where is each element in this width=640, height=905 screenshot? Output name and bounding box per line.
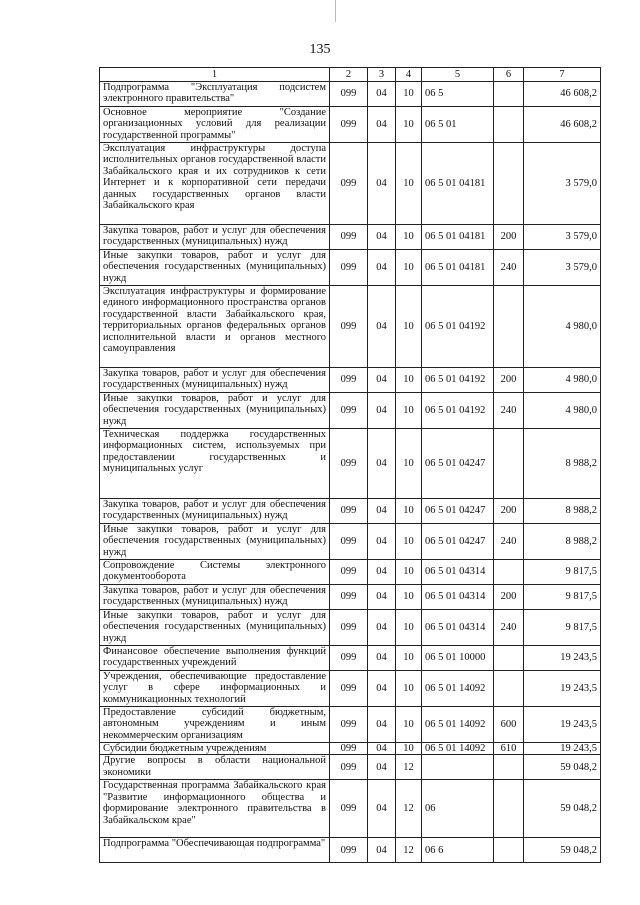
- row-expense-type: 200: [494, 499, 524, 524]
- row-target-code: 06 5 01 04192: [422, 286, 494, 368]
- row-grbs: 099: [330, 646, 368, 671]
- row-amount: 3 579,0: [524, 143, 601, 225]
- table-row: [100, 107, 601, 143]
- row-grbs: 099: [330, 671, 368, 707]
- row-grbs: 099: [330, 143, 368, 225]
- row-grbs: 099: [330, 838, 368, 863]
- row-name: Эксплуатация инфраструктуры доступа исполнительных органов государственной власти Забайкальского края и их сотрудников к сети Интернет и к корпоративной сети передачи данных государственных органов власти Забайкальского края: [100, 143, 330, 225]
- row-expense-type: [494, 755, 524, 780]
- row-amount: 46 608,2: [524, 107, 601, 143]
- row-section: 04: [368, 107, 396, 143]
- table-row: [100, 499, 601, 524]
- row-name: Государственная программа Забайкальского края "Развитие информационного общества и формирование электронного правительства в Забайкальском крае": [100, 780, 330, 838]
- row-name: Субсидии бюджетным учреждениям: [100, 743, 330, 755]
- row-name: Подпрограмма "Эксплуатация подсистем электронного правительства": [100, 82, 330, 107]
- table-row: [100, 368, 601, 393]
- row-grbs: 099: [330, 429, 368, 499]
- row-expense-type: 200: [494, 225, 524, 250]
- budget-table: [99, 67, 601, 863]
- row-expense-type: [494, 107, 524, 143]
- row-grbs: 099: [330, 250, 368, 286]
- row-target-code: 06 6: [422, 838, 494, 863]
- row-subsection: 10: [396, 560, 422, 585]
- row-expense-type: [494, 286, 524, 368]
- table-row: [100, 82, 601, 107]
- row-expense-type: 240: [494, 524, 524, 560]
- table-row: [100, 610, 601, 646]
- table-row: [100, 838, 601, 863]
- header-col-6: 6: [494, 68, 524, 82]
- row-subsection: 10: [396, 646, 422, 671]
- row-amount: 3 579,0: [524, 250, 601, 286]
- row-expense-type: [494, 671, 524, 707]
- row-target-code: 06 5: [422, 82, 494, 107]
- row-section: 04: [368, 743, 396, 755]
- row-expense-type: 610: [494, 743, 524, 755]
- row-section: 04: [368, 82, 396, 107]
- row-name: Учреждения, обеспечивающие предоставление услуг в сфере информационных и коммуникационных технологий: [100, 671, 330, 707]
- row-amount: 4 980,0: [524, 286, 601, 368]
- header-col-5: 5: [422, 68, 494, 82]
- table-row: [100, 585, 601, 610]
- table-row: [100, 646, 601, 671]
- row-amount: 19 243,5: [524, 707, 601, 743]
- header-col-1: 1: [100, 68, 330, 82]
- row-amount: 4 980,0: [524, 368, 601, 393]
- row-subsection: 10: [396, 107, 422, 143]
- row-name: Финансовое обеспечение выполнения функций государственных учреждений: [100, 646, 330, 671]
- row-subsection: 10: [396, 524, 422, 560]
- row-expense-type: [494, 82, 524, 107]
- header-col-2: 2: [330, 68, 368, 82]
- row-section: 04: [368, 707, 396, 743]
- row-section: 04: [368, 671, 396, 707]
- row-target-code: 06 5 01 04181: [422, 250, 494, 286]
- row-section: 04: [368, 250, 396, 286]
- row-amount: 19 243,5: [524, 743, 601, 755]
- row-name: Основное мероприятие "Создание организационных условий для реализации государственной программы": [100, 107, 330, 143]
- row-expense-type: [494, 429, 524, 499]
- table-row: [100, 286, 601, 368]
- row-target-code: 06 5 01 04181: [422, 225, 494, 250]
- row-subsection: 12: [396, 780, 422, 838]
- table-row: [100, 143, 601, 225]
- row-subsection: 12: [396, 838, 422, 863]
- row-section: 04: [368, 429, 396, 499]
- row-grbs: 099: [330, 560, 368, 585]
- table-row: [100, 225, 601, 250]
- row-subsection: 12: [396, 755, 422, 780]
- row-subsection: 10: [396, 743, 422, 755]
- row-name: Закупка товаров, работ и услуг для обеспечения государственных (муниципальных) нужд: [100, 368, 330, 393]
- row-subsection: 10: [396, 393, 422, 429]
- row-target-code: 06 5 01 14092: [422, 671, 494, 707]
- row-subsection: 10: [396, 225, 422, 250]
- row-subsection: 10: [396, 610, 422, 646]
- row-expense-type: [494, 646, 524, 671]
- row-section: 04: [368, 225, 396, 250]
- table-row: [100, 743, 601, 755]
- row-grbs: 099: [330, 524, 368, 560]
- row-amount: 3 579,0: [524, 225, 601, 250]
- row-target-code: 06 5 01 04247: [422, 524, 494, 560]
- row-target-code: 06 5 01 14092: [422, 707, 494, 743]
- row-name: Иные закупки товаров, работ и услуг для обеспечения государственных (муниципальных) нужд: [100, 393, 330, 429]
- row-subsection: 10: [396, 286, 422, 368]
- row-grbs: 099: [330, 780, 368, 838]
- row-amount: 46 608,2: [524, 82, 601, 107]
- row-expense-type: [494, 780, 524, 838]
- table-row: [100, 250, 601, 286]
- table-row: [100, 707, 601, 743]
- row-grbs: 099: [330, 585, 368, 610]
- table-body: [100, 82, 601, 863]
- row-expense-type: 200: [494, 585, 524, 610]
- row-expense-type: [494, 838, 524, 863]
- row-subsection: 10: [396, 82, 422, 107]
- row-amount: 8 988,2: [524, 499, 601, 524]
- row-grbs: 099: [330, 707, 368, 743]
- row-name: Предоставление субсидий бюджетным, автономным учреждениям и иным некоммерческим организациям: [100, 707, 330, 743]
- row-expense-type: [494, 560, 524, 585]
- header-col-4: 4: [396, 68, 422, 82]
- row-section: 04: [368, 585, 396, 610]
- row-amount: 19 243,5: [524, 646, 601, 671]
- row-amount: 8 988,2: [524, 429, 601, 499]
- row-grbs: 099: [330, 107, 368, 143]
- row-amount: 59 048,2: [524, 838, 601, 863]
- row-target-code: 06 5 01 04314: [422, 560, 494, 585]
- row-section: 04: [368, 560, 396, 585]
- row-name: Иные закупки товаров, работ и услуг для обеспечения государственных (муниципальных) нужд: [100, 610, 330, 646]
- header-col-7: 7: [524, 68, 601, 82]
- table-row: [100, 560, 601, 585]
- row-subsection: 10: [396, 429, 422, 499]
- table-row: [100, 393, 601, 429]
- table-row: [100, 429, 601, 499]
- row-name: Закупка товаров, работ и услуг для обеспечения государственных (муниципальных) нужд: [100, 585, 330, 610]
- row-expense-type: [494, 143, 524, 225]
- row-name: Сопровождение Системы электронного документооборота: [100, 560, 330, 585]
- row-amount: 4 980,0: [524, 393, 601, 429]
- row-subsection: 10: [396, 585, 422, 610]
- header-col-3: 3: [368, 68, 396, 82]
- row-section: 04: [368, 286, 396, 368]
- row-section: 04: [368, 393, 396, 429]
- row-section: 04: [368, 780, 396, 838]
- row-amount: 9 817,5: [524, 585, 601, 610]
- row-expense-type: 600: [494, 707, 524, 743]
- row-target-code: 06 5 01 04192: [422, 393, 494, 429]
- row-amount: 9 817,5: [524, 560, 601, 585]
- row-target-code: 06 5 01 04181: [422, 143, 494, 225]
- row-grbs: 099: [330, 610, 368, 646]
- row-subsection: 10: [396, 499, 422, 524]
- row-section: 04: [368, 610, 396, 646]
- row-name: Другие вопросы в области национальной экономики: [100, 755, 330, 780]
- row-section: 04: [368, 143, 396, 225]
- row-subsection: 10: [396, 707, 422, 743]
- row-target-code: [422, 755, 494, 780]
- row-expense-type: 240: [494, 250, 524, 286]
- row-section: 04: [368, 368, 396, 393]
- row-grbs: 099: [330, 368, 368, 393]
- row-section: 04: [368, 646, 396, 671]
- row-grbs: 099: [330, 225, 368, 250]
- row-target-code: 06 5 01 14092: [422, 743, 494, 755]
- row-section: 04: [368, 838, 396, 863]
- row-subsection: 10: [396, 143, 422, 225]
- table-row: [100, 755, 601, 780]
- row-target-code: 06 5 01 04247: [422, 499, 494, 524]
- row-target-code: 06 5 01 04247: [422, 429, 494, 499]
- table-row: [100, 671, 601, 707]
- row-expense-type: 240: [494, 393, 524, 429]
- row-name: Эксплуатация инфраструктуры и формирование единого информационного пространства органов государственной власти Забайкальского края, территориальных органов федеральных органов исполнительной власти и органов местного самоуправления: [100, 286, 330, 368]
- row-target-code: 06 5 01 04314: [422, 610, 494, 646]
- row-name: Закупка товаров, работ и услуг для обеспечения государственных (муниципальных) нужд: [100, 499, 330, 524]
- row-expense-type: 240: [494, 610, 524, 646]
- page-number: 135: [309, 42, 331, 57]
- header-row: [100, 68, 601, 82]
- table-row: [100, 524, 601, 560]
- row-subsection: 10: [396, 671, 422, 707]
- row-name: Закупка товаров, работ и услуг для обеспечения государственных (муниципальных) нужд: [100, 225, 330, 250]
- scan-mark: [335, 0, 336, 22]
- row-amount: 8 988,2: [524, 524, 601, 560]
- row-grbs: 099: [330, 286, 368, 368]
- row-name: Техническая поддержка государственных информационных систем, используемых при предоставлении государственных и муниципальных услуг: [100, 429, 330, 499]
- row-target-code: 06 5 01: [422, 107, 494, 143]
- row-amount: 19 243,5: [524, 671, 601, 707]
- row-amount: 59 048,2: [524, 780, 601, 838]
- table-row: [100, 780, 601, 838]
- row-amount: 59 048,2: [524, 755, 601, 780]
- row-target-code: 06 5 01 10000: [422, 646, 494, 671]
- row-section: 04: [368, 524, 396, 560]
- row-name: Иные закупки товаров, работ и услуг для обеспечения государственных (муниципальных) нужд: [100, 524, 330, 560]
- row-grbs: 099: [330, 755, 368, 780]
- row-grbs: 099: [330, 499, 368, 524]
- row-grbs: 099: [330, 82, 368, 107]
- row-name: Подпрограмма "Обеспечивающая подпрограмма": [100, 838, 330, 863]
- row-target-code: 06 5 01 04314: [422, 585, 494, 610]
- row-section: 04: [368, 755, 396, 780]
- row-subsection: 10: [396, 368, 422, 393]
- row-name: Иные закупки товаров, работ и услуг для обеспечения государственных (муниципальных) нужд: [100, 250, 330, 286]
- row-grbs: 099: [330, 393, 368, 429]
- row-subsection: 10: [396, 250, 422, 286]
- row-target-code: 06 5 01 04192: [422, 368, 494, 393]
- row-grbs: 099: [330, 743, 368, 755]
- row-section: 04: [368, 499, 396, 524]
- row-amount: 9 817,5: [524, 610, 601, 646]
- row-target-code: 06: [422, 780, 494, 838]
- row-expense-type: 200: [494, 368, 524, 393]
